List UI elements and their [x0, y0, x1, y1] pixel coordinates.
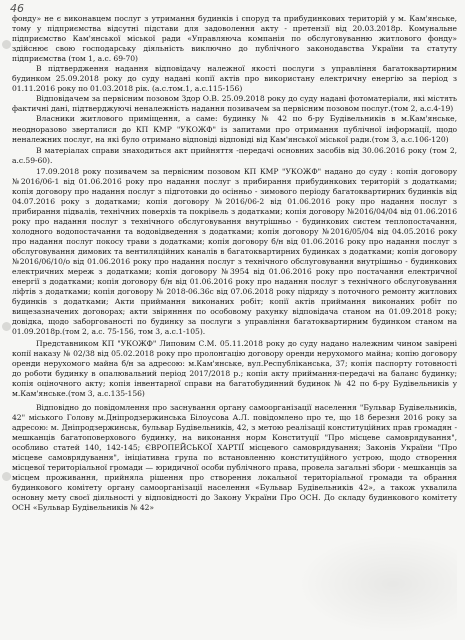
paragraph: фонду» не є виконавцем послуг з утримання будинків і споруд та прибудинкових територій у м. Кам'янське, тому у підприємства відсутні підстави для задоволення акту - претензії від 20.03.2018р. Комунальне підприємство Кам'янської міської ради «Управляюча компанія по обслуговуванню житлового фонду» здійснює свою господарську діяльність виключно до публічного законодавства України та статуту підприємства (том 1, а.с. 69-70): [12, 14, 457, 64]
punch-hole-mark: [2, 322, 11, 331]
paragraph: В матеріалах справи знаходиться акт прийняття -передачі основних засобів від 30.06.2016 року (том 2, а.с.59-60).: [12, 145, 457, 165]
paragraph: 17.09.2018 року позивачем за первісним позовом КП КМР "УКОЖФ" надано до суду : копія договору №2016/06-1 від 01.06.2016 року про надання послуг з прибирання прибудинкових територій з додатками; копія договору про надання послуг з підготовки до осінньо - зимового періоду багатоквартирних будинків від 04.07.2016 року з додатками; копія договору №2016/06-2 від 01.06.2016 року про надання послуг з прибирання підвалів, технічних поверхів та покрівель з додатками; копія договору №2016/04/04 від 01.06.2016 року про надання послуг з технічного обслуговування внутрішньо - будинкових систем теплопостачання, холодного водопостачання та водовідведення з додатками; копія договору №2016/05/04 від 04.05.2016 року про надання послуг покосу трави з додатками; копія договору б/н від 01.06.2016 року про надання послуг з обслуговування димових та вентиляційних каналів в багатоквартирних будинках з додатками; копія договору №2016/06/10/о від 01.06.2016 року про надання послуг з технічного обслуговування внутрішньо - будинкових електричних мереж з додатками; копія договору №3954 від 01.06.2016 року про постачання електричної енергії з додатками; копія договору б/н від 01.06.2016 року про надання послуг з технічного обслуговування ліфтів з додатками; копія договору № 2018-06.36с від 07.06.2018 року підряду з поточного ремонту житлових будинків з додатками; Акти приймання виконаних робіт; копії актів приймання виконаних робіт по вищезазначених договорах; акти звірянння по особовому рахунку відповідача станом на 01.09.2018 року; довідка, щодо заборгованості по будинку за послуги з управління багатоквартирним будинком станом на 01.09.2018р.(том 2, а.с. 75-156, том 3, а.с.1-105).: [12, 166, 457, 337]
stamp-shadow: [297, 534, 457, 634]
punch-hole-mark: [2, 40, 11, 49]
punch-hole-mark: [2, 472, 11, 481]
paragraph: Відповідачем за первісним позовом Здор О.В. 25.09.2018 року до суду надані фотоматеріали, які містять фактичні дані, підтверджуючі неналежність надання позивачем за первісним позовом послуг.(том 2, а.с.4-19): [12, 94, 457, 114]
paragraph: В підтвердження надання відповідачу належної якості послуги з управління багатоквартирним будинком 25.09.2018 року до суду надані копії актів про використану електричну енергію за період з 01.11.2016 року по 01.03.2018 рік. (а.с.том.1, а.с.115-156): [12, 64, 457, 94]
document-body: [12, 14, 457, 513]
paragraph: Представником КП "УКОЖФ" Липовим С.М. 05.11.2018 року до суду надано належним чином завірені копії наказу № 02/38 від 05.02.2018 року про пролонгацію договору оренди нерухомого майна; копію договору оренди нерухомого майна б/н за адресою: м.Кам'янське, вул.Республіканська, 37; копія паспорту готовності до роботи будинку в опалювальний період 2017/2018 р.; копія акту приймання-передачі на баланс будинку; копія оціночного акту; копія інвентарної справи на багатобудинний будинок № 42 по б-ру Будівельників у м.Кам'янське.(том 3, а.с.135-156): [12, 338, 457, 398]
paragraph: Відповідно до повідомлення про заснування органу самоорганізації населення "Бульвар Будівельників, 42" міського Голову м.Дніпродзержинська Білоусова А.Л. повідомлено про те, що 18 березня 2016 року за адресою: м. Дніпродзержинськ, бульвар Будівельників, 42, з метою реалізації конституційних прав громадян - мешканців багатоповерхового будинку, на виконання норм Конституції "Про місцеве самоврядування", особливо статей 140, 142-145; ЄВРОПЕЙСЬКОЇ ХАРТІЇ місцевого самоврядування; Законів України "Про місцеве самоврядування", ініціативна група по встановленню конституційного устрою, щодо створення місцевої територіальної громади — юридичної особи публічного права, провела загальні збори - мешканців за місцем проживання, прийняла рішення про створення локальної територіальної громади та обрання будинкового комітету органу самоорганізації населення «Бульвар Будівельників 42», а також ухвалила основну мету своєї діяльності у відповідності до Закону України Про ОСН. До складу будинкового комітету ОСН «Бульвар Будівельників № 42»: [12, 402, 457, 513]
page-number: 46: [10, 2, 24, 15]
paragraph: Власники житлового приміщення, а саме: будинку № 42 по б-ру Будівельників в м.Кам'янське, неодноразово зверталися до КП КМР "УКОЖФ" із запитами про отримання публічної інформації, щодо неналежних послуг, на які було отримано відповіді відповіді від Кам'янської міської ради.(том 3, а.с.106-120): [12, 114, 457, 144]
